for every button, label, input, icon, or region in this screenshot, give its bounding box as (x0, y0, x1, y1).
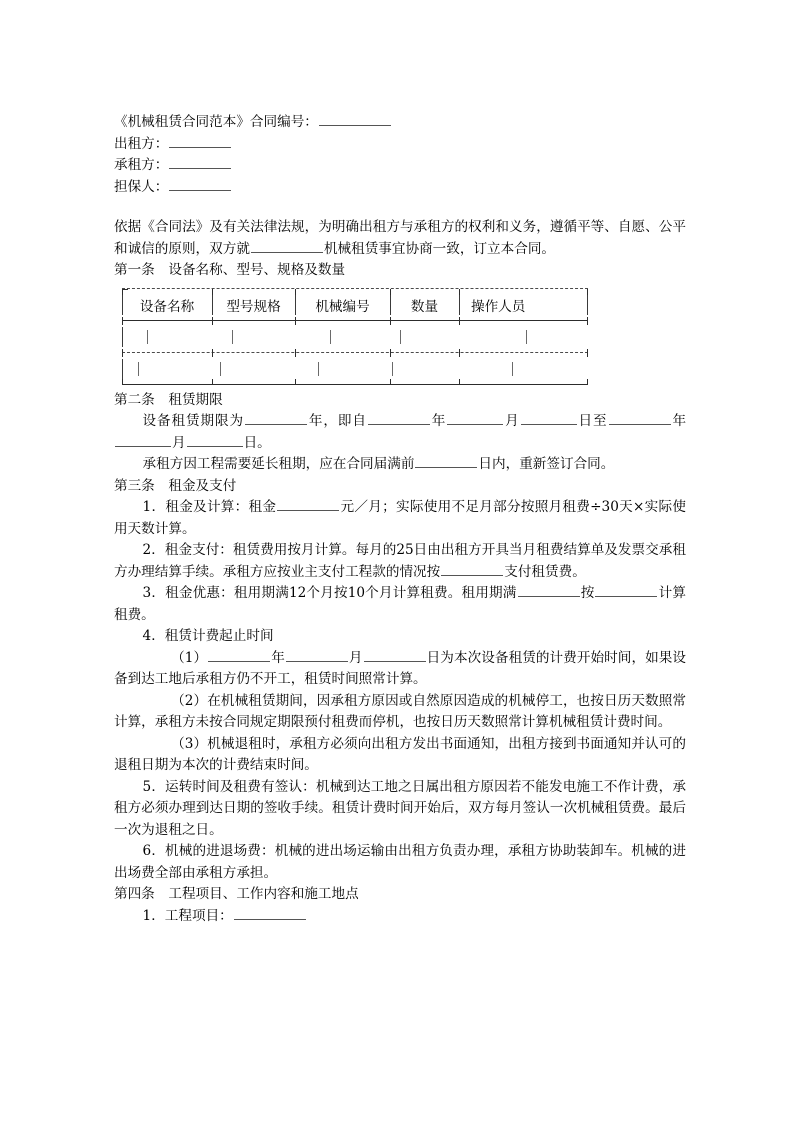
sub-1-text-b: 年 (271, 649, 285, 666)
table-header-row (122, 290, 588, 320)
rent-item-4-sub-2: （2）在机械租赁期间，因承租方原因或自然原因造成的机械停工，也按日历天数照常计算，承租方未按合同规定期限预付租费而停机，也按日历天数照常计算机械租赁计费时间。 (114, 692, 686, 730)
table-cell[interactable] (390, 354, 459, 384)
discount-term-field[interactable] (518, 583, 580, 597)
rent-item-2-text-b: 支付租赁费。 (504, 563, 586, 580)
lease-start-day-field[interactable] (521, 411, 577, 425)
project-item-1 (114, 906, 686, 928)
table-cell[interactable] (459, 322, 587, 352)
sub-1-label: （1） (171, 649, 208, 666)
payment-condition-field[interactable] (441, 562, 503, 576)
table-header-cell-2: 机械编号 (315, 298, 370, 315)
lessee-line (114, 155, 686, 177)
lessor-field[interactable] (169, 134, 231, 148)
rent-item-6: 6．机械的进退场费：机械的进出场运输由出租方负责办理，承租方协助装卸车。机械的进出场费全部由承租方承担。 (114, 843, 686, 881)
lessor-label: 出租方： (114, 135, 169, 152)
lease-end-month-field[interactable] (115, 433, 171, 447)
guarantor-field[interactable] (169, 177, 231, 191)
equipment-table (122, 288, 588, 386)
billing-start-year-field[interactable] (208, 648, 270, 662)
discount-rate-field[interactable] (595, 583, 657, 597)
rent-item-1-text-b: 元／月；实际使用不足月部分按照月租费÷30天×实际使用天数计算。 (114, 499, 686, 537)
table-header-cell-1: 型号规格 (226, 298, 281, 315)
rent-item-3-text-c: 计算租费。 (114, 585, 687, 623)
lease-extension-days-field[interactable] (415, 454, 477, 468)
lease-end-day-field[interactable] (187, 433, 243, 447)
guarantor-label: 担保人： (114, 178, 169, 195)
rent-item-3 (114, 583, 686, 626)
lease-term-text-h: 日。 (243, 434, 271, 451)
section-2-heading: 第二条 租赁期限 (114, 391, 223, 408)
preamble-text-after: 机械租赁事宜协商一致，订立本合同。 (323, 240, 556, 257)
preamble-equipment-field[interactable] (251, 239, 323, 253)
rent-item-1-text-a: 1．租金及计算：租金 (142, 499, 277, 515)
table-cell[interactable] (122, 322, 212, 352)
lease-term-text-g: 月 (172, 434, 186, 451)
rent-item-3-text-a: 3．租金优惠：租用期满12个月按10个月计算租费。租用期满 (142, 585, 517, 601)
project-item-1-label: 1．工程项目： (142, 907, 233, 924)
lease-term-text-a: 设备租赁期限为 (142, 413, 244, 429)
table-bottom-border (122, 384, 588, 386)
table-header-cell-4: 操作人员 (471, 298, 526, 315)
lease-term-text-b: 年，即自 (308, 413, 367, 429)
rent-item-3-text-b: 按 (580, 585, 595, 601)
table-header-cell-3: 数量 (410, 298, 439, 315)
sub-1-text-d: 日为本次设备租赁的计费开始时间，如果设备到达工地后承租方仍不开工，租赁时间照常计算。 (114, 649, 687, 687)
table-row[interactable] (122, 322, 588, 352)
billing-start-month-field[interactable] (286, 648, 348, 662)
table-cell[interactable] (295, 322, 390, 352)
contract-title-label: 《机械租赁合同范本》合同编号： (114, 114, 318, 130)
table-cell[interactable] (212, 354, 295, 384)
rent-item-5: 5．运转时间及租费有签认：机械到达工地之日属出租方原因若不能发电施工不作计费，承租方必须办理到达日期的签收手续。租赁计费时间开始后，双方每月签认一次机械租赁费。最后一次为退租之日。 (114, 778, 686, 838)
document-content (114, 112, 686, 927)
lease-term-text-e: 日至 (577, 413, 608, 429)
rent-item-4-sub-3: （3）机械退租时，承租方必须向出租方发出书面通知，出租方接到书面通知并认可的退租日期为本次的计费结束时间。 (114, 735, 686, 773)
lease-start-month-field[interactable] (447, 411, 503, 425)
table-row[interactable] (122, 354, 588, 384)
table-cell[interactable] (459, 354, 587, 384)
section-3-heading: 第三条 租金及支付 (114, 477, 237, 494)
lease-term-text-c: 年 (430, 413, 447, 429)
contract-number-field[interactable] (319, 112, 391, 126)
section-4-heading: 第四条 工程项目、工作内容和施工地点 (114, 886, 359, 902)
lessee-label: 承租方： (114, 157, 169, 173)
guarantor-line (114, 177, 686, 199)
rent-item-2 (114, 540, 686, 583)
table-cell[interactable] (295, 354, 390, 384)
lease-extension-text-a: 承租方因工程需要延长租期，应在合同届满前 (142, 456, 415, 472)
billing-start-day-field[interactable] (364, 648, 426, 662)
preamble-paragraph (114, 217, 686, 260)
project-name-field[interactable] (234, 906, 306, 920)
lease-end-year-field[interactable] (609, 411, 671, 425)
sub-1-text-c: 月 (348, 649, 363, 666)
rent-item-4-sub-1 (114, 648, 686, 691)
rent-item-4-heading: 4．租赁计费起止时间 (142, 628, 274, 644)
lease-term-text-f: 年 (671, 413, 687, 429)
preamble-text-before: 依据《合同法》及有关法律法规，为明确出租方与承租方的权利和义务，遵循平等、自愿、公平和诚信的原则，双方就 (114, 219, 686, 257)
lessee-field[interactable] (169, 155, 231, 169)
lease-extension-paragraph (114, 454, 686, 476)
lease-extension-text-b: 日内，重新签订合同。 (478, 456, 615, 472)
rent-item-2-text-a: 2．租金支付：租赁费用按月计算。每月的25日由出租方开具当月租费结算单及发票交承租方办理结算手续。承租方应按业主支付工程款的情况按 (114, 542, 686, 580)
lease-years-field[interactable] (245, 411, 307, 425)
table-header-cell-0: 设备名称 (139, 298, 195, 315)
table-cell[interactable] (122, 354, 212, 384)
monthly-rent-field[interactable] (277, 497, 339, 511)
lease-term-paragraph (114, 411, 686, 454)
lease-start-year-field[interactable] (368, 411, 430, 425)
lease-term-text-d: 月 (504, 413, 520, 429)
table-cell[interactable] (390, 322, 459, 352)
lessor-line (114, 134, 686, 156)
table-cell[interactable] (212, 322, 295, 352)
rent-item-1 (114, 497, 686, 540)
contract-title-line (114, 112, 686, 134)
section-1-heading: 第一条 设备名称、型号、规格及数量 (114, 262, 346, 278)
